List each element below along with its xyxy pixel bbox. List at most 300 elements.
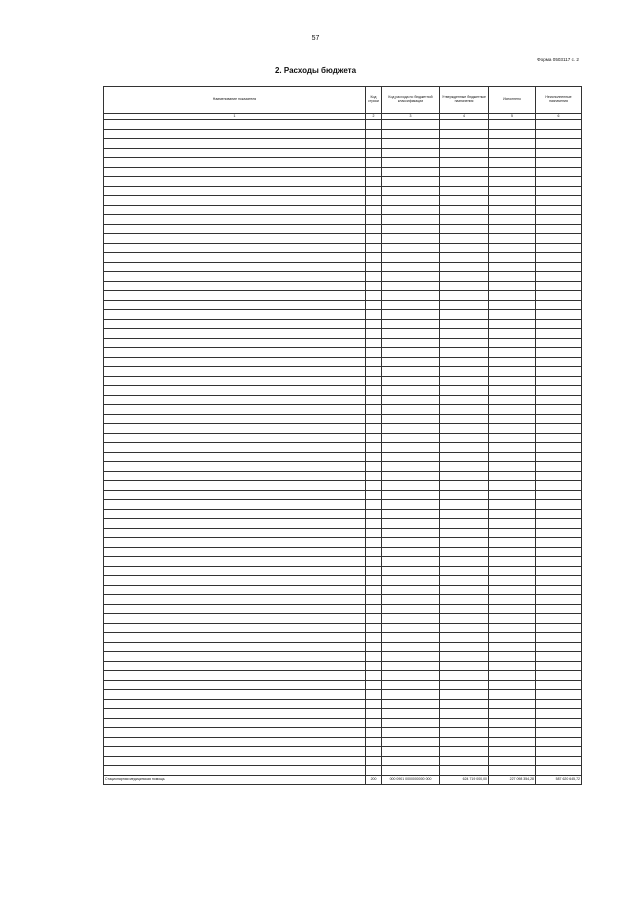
row-approved	[440, 528, 489, 538]
row-classification-code	[382, 319, 440, 329]
table-row	[104, 348, 582, 358]
row-approved	[440, 728, 489, 738]
row-approved	[440, 538, 489, 548]
row-name: Стационарная медицинская помощь	[104, 775, 366, 785]
row-approved	[440, 329, 489, 339]
row-executed	[489, 728, 536, 738]
row-line-code	[366, 566, 382, 576]
row-classification-code	[382, 329, 440, 339]
table-row	[104, 756, 582, 766]
row-line-code	[366, 595, 382, 605]
row-executed	[489, 262, 536, 272]
row-line-code	[366, 481, 382, 491]
row-executed	[489, 310, 536, 320]
row-executed	[489, 623, 536, 633]
row-name	[104, 709, 366, 719]
row-line-code	[366, 671, 382, 681]
row-line-code	[366, 642, 382, 652]
row-executed	[489, 462, 536, 472]
row-unexecuted	[536, 310, 582, 320]
row-classification-code: 000 0901 0000000000 000	[382, 775, 440, 785]
row-unexecuted: 587 620 645,72	[536, 775, 582, 785]
row-executed	[489, 243, 536, 253]
row-approved	[440, 367, 489, 377]
table-row	[104, 595, 582, 605]
table-row	[104, 272, 582, 282]
row-name	[104, 557, 366, 567]
row-approved	[440, 120, 489, 130]
table-row	[104, 167, 582, 177]
row-classification-code	[382, 538, 440, 548]
row-classification-code	[382, 633, 440, 643]
row-classification-code	[382, 433, 440, 443]
row-unexecuted	[536, 766, 582, 776]
row-unexecuted	[536, 243, 582, 253]
row-executed	[489, 177, 536, 187]
row-line-code	[366, 766, 382, 776]
row-unexecuted	[536, 576, 582, 586]
row-executed	[489, 281, 536, 291]
row-unexecuted	[536, 519, 582, 529]
row-executed	[489, 661, 536, 671]
row-executed: 227 098 354,28	[489, 775, 536, 785]
row-executed	[489, 338, 536, 348]
row-classification-code	[382, 519, 440, 529]
row-executed	[489, 500, 536, 510]
row-classification-code	[382, 709, 440, 719]
row-executed	[489, 405, 536, 415]
row-executed	[489, 642, 536, 652]
row-classification-code	[382, 671, 440, 681]
row-approved	[440, 376, 489, 386]
row-unexecuted	[536, 338, 582, 348]
row-classification-code	[382, 747, 440, 757]
column-number: 3	[382, 114, 440, 120]
row-name	[104, 566, 366, 576]
row-approved	[440, 452, 489, 462]
row-unexecuted	[536, 756, 582, 766]
header-row	[104, 87, 582, 114]
row-unexecuted	[536, 253, 582, 263]
row-name	[104, 310, 366, 320]
row-line-code	[366, 709, 382, 719]
row-approved	[440, 300, 489, 310]
row-unexecuted	[536, 481, 582, 491]
row-name	[104, 357, 366, 367]
row-executed	[489, 319, 536, 329]
row-approved	[440, 386, 489, 396]
row-classification-code	[382, 652, 440, 662]
row-unexecuted	[536, 547, 582, 557]
row-line-code	[366, 262, 382, 272]
row-line-code	[366, 414, 382, 424]
row-executed	[489, 604, 536, 614]
row-classification-code	[382, 367, 440, 377]
row-executed	[489, 490, 536, 500]
row-name	[104, 224, 366, 234]
row-name	[104, 120, 366, 130]
row-approved	[440, 395, 489, 405]
row-line-code	[366, 728, 382, 738]
row-line-code	[366, 680, 382, 690]
row-executed	[489, 671, 536, 681]
row-classification-code	[382, 500, 440, 510]
row-line-code: 200	[366, 775, 382, 785]
row-classification-code	[382, 414, 440, 424]
row-executed	[489, 329, 536, 339]
table-row	[104, 633, 582, 643]
row-executed	[489, 699, 536, 709]
row-name	[104, 158, 366, 168]
row-unexecuted	[536, 433, 582, 443]
row-classification-code	[382, 348, 440, 358]
row-classification-code	[382, 566, 440, 576]
row-approved	[440, 557, 489, 567]
table-row	[104, 547, 582, 557]
row-unexecuted	[536, 604, 582, 614]
row-classification-code	[382, 148, 440, 158]
row-unexecuted	[536, 196, 582, 206]
row-executed	[489, 652, 536, 662]
row-line-code	[366, 500, 382, 510]
form-code: Форма 0503117 с. 2	[537, 57, 579, 62]
row-classification-code	[382, 139, 440, 149]
row-approved	[440, 576, 489, 586]
row-executed	[489, 367, 536, 377]
row-executed	[489, 395, 536, 405]
row-unexecuted	[536, 633, 582, 643]
row-name	[104, 633, 366, 643]
row-classification-code	[382, 120, 440, 130]
row-name	[104, 614, 366, 624]
row-classification-code	[382, 224, 440, 234]
row-unexecuted	[536, 215, 582, 225]
row-line-code	[366, 367, 382, 377]
row-executed	[489, 272, 536, 282]
row-name	[104, 424, 366, 434]
row-unexecuted	[536, 661, 582, 671]
header-line-code: Код строки	[366, 87, 382, 114]
row-name	[104, 215, 366, 225]
row-name	[104, 471, 366, 481]
row-name	[104, 139, 366, 149]
row-approved	[440, 281, 489, 291]
row-approved	[440, 680, 489, 690]
row-approved	[440, 148, 489, 158]
table-row	[104, 661, 582, 671]
table-row	[104, 367, 582, 377]
row-approved	[440, 462, 489, 472]
row-name	[104, 367, 366, 377]
row-executed	[489, 215, 536, 225]
row-unexecuted	[536, 623, 582, 633]
row-unexecuted	[536, 395, 582, 405]
row-name	[104, 405, 366, 415]
row-approved	[440, 509, 489, 519]
row-name	[104, 509, 366, 519]
row-line-code	[366, 699, 382, 709]
row-unexecuted	[536, 272, 582, 282]
row-classification-code	[382, 766, 440, 776]
row-executed	[489, 386, 536, 396]
row-line-code	[366, 405, 382, 415]
table-row	[104, 120, 582, 130]
row-classification-code	[382, 291, 440, 301]
row-executed	[489, 538, 536, 548]
row-line-code	[366, 604, 382, 614]
row-unexecuted	[536, 585, 582, 595]
row-line-code	[366, 129, 382, 139]
table-row	[104, 357, 582, 367]
row-classification-code	[382, 452, 440, 462]
header-executed: Исполнено	[489, 87, 536, 114]
row-classification-code	[382, 623, 440, 633]
row-approved	[440, 699, 489, 709]
row-approved	[440, 224, 489, 234]
table-row	[104, 652, 582, 662]
table-row	[104, 490, 582, 500]
table-row	[104, 500, 582, 510]
row-name	[104, 281, 366, 291]
row-executed	[489, 481, 536, 491]
row-unexecuted	[536, 709, 582, 719]
row-approved	[440, 405, 489, 415]
row-unexecuted	[536, 186, 582, 196]
row-name	[104, 177, 366, 187]
row-line-code	[366, 196, 382, 206]
row-classification-code	[382, 557, 440, 567]
row-line-code	[366, 652, 382, 662]
row-classification-code	[382, 756, 440, 766]
row-unexecuted	[536, 167, 582, 177]
row-unexecuted	[536, 614, 582, 624]
row-executed	[489, 234, 536, 244]
row-line-code	[366, 509, 382, 519]
row-name	[104, 329, 366, 339]
column-number: 4	[440, 114, 489, 120]
row-name	[104, 433, 366, 443]
row-approved	[440, 215, 489, 225]
row-unexecuted	[536, 680, 582, 690]
row-name	[104, 376, 366, 386]
row-unexecuted	[536, 291, 582, 301]
row-unexecuted	[536, 737, 582, 747]
row-line-code	[366, 519, 382, 529]
row-approved	[440, 747, 489, 757]
row-unexecuted	[536, 462, 582, 472]
row-unexecuted	[536, 262, 582, 272]
row-line-code	[366, 633, 382, 643]
row-name	[104, 148, 366, 158]
row-name	[104, 766, 366, 776]
row-line-code	[366, 585, 382, 595]
row-approved	[440, 652, 489, 662]
table-row	[104, 614, 582, 624]
row-executed	[489, 120, 536, 130]
row-unexecuted	[536, 376, 582, 386]
row-line-code	[366, 424, 382, 434]
row-executed	[489, 376, 536, 386]
row-name	[104, 462, 366, 472]
row-unexecuted	[536, 281, 582, 291]
row-executed	[489, 471, 536, 481]
row-name	[104, 205, 366, 215]
row-classification-code	[382, 272, 440, 282]
row-line-code	[366, 462, 382, 472]
row-name	[104, 718, 366, 728]
row-classification-code	[382, 243, 440, 253]
row-classification-code	[382, 718, 440, 728]
row-executed	[489, 158, 536, 168]
row-executed	[489, 756, 536, 766]
row-classification-code	[382, 129, 440, 139]
table-row	[104, 186, 582, 196]
row-name	[104, 291, 366, 301]
row-unexecuted	[536, 443, 582, 453]
row-unexecuted	[536, 728, 582, 738]
row-approved	[440, 633, 489, 643]
table-row	[104, 766, 582, 776]
row-name	[104, 196, 366, 206]
row-unexecuted	[536, 538, 582, 548]
table-row	[104, 566, 582, 576]
row-executed	[489, 443, 536, 453]
header-indicator-name: Наименование показателя	[104, 87, 366, 114]
row-unexecuted	[536, 357, 582, 367]
row-executed	[489, 690, 536, 700]
row-unexecuted	[536, 386, 582, 396]
row-name	[104, 585, 366, 595]
row-approved	[440, 310, 489, 320]
row-name	[104, 253, 366, 263]
row-classification-code	[382, 158, 440, 168]
row-line-code	[366, 329, 382, 339]
row-executed	[489, 766, 536, 776]
row-approved	[440, 709, 489, 719]
table-row	[104, 253, 582, 263]
row-executed	[489, 509, 536, 519]
row-classification-code	[382, 177, 440, 187]
row-unexecuted	[536, 557, 582, 567]
row-unexecuted	[536, 148, 582, 158]
column-number: 2	[366, 114, 382, 120]
row-line-code	[366, 300, 382, 310]
row-executed	[489, 614, 536, 624]
row-classification-code	[382, 462, 440, 472]
row-classification-code	[382, 186, 440, 196]
table-row	[104, 699, 582, 709]
table-row	[104, 281, 582, 291]
row-line-code	[366, 376, 382, 386]
row-name	[104, 538, 366, 548]
row-name	[104, 671, 366, 681]
table-row	[104, 519, 582, 529]
row-classification-code	[382, 357, 440, 367]
row-approved	[440, 253, 489, 263]
table-row	[104, 262, 582, 272]
row-approved	[440, 272, 489, 282]
row-unexecuted	[536, 177, 582, 187]
row-executed	[489, 139, 536, 149]
table-row	[104, 196, 582, 206]
row-approved	[440, 604, 489, 614]
row-executed	[489, 633, 536, 643]
table-row	[104, 234, 582, 244]
table-row	[104, 709, 582, 719]
row-unexecuted	[536, 158, 582, 168]
row-approved	[440, 139, 489, 149]
row-line-code	[366, 528, 382, 538]
row-executed	[489, 595, 536, 605]
row-classification-code	[382, 728, 440, 738]
row-unexecuted	[536, 490, 582, 500]
row-name	[104, 272, 366, 282]
row-line-code	[366, 756, 382, 766]
table-row	[104, 680, 582, 690]
row-unexecuted	[536, 471, 582, 481]
row-approved	[440, 129, 489, 139]
table-row	[104, 205, 582, 215]
row-name	[104, 262, 366, 272]
row-approved	[440, 471, 489, 481]
row-approved	[440, 262, 489, 272]
table-row	[104, 737, 582, 747]
table-row	[104, 319, 582, 329]
row-executed	[489, 747, 536, 757]
row-line-code	[366, 395, 382, 405]
table-row	[104, 462, 582, 472]
row-unexecuted	[536, 509, 582, 519]
row-approved	[440, 424, 489, 434]
table-row	[104, 509, 582, 519]
row-approved	[440, 585, 489, 595]
row-executed	[489, 737, 536, 747]
column-number: 5	[489, 114, 536, 120]
row-executed	[489, 414, 536, 424]
row-line-code	[366, 139, 382, 149]
row-executed	[489, 424, 536, 434]
row-line-code	[366, 310, 382, 320]
row-approved	[440, 756, 489, 766]
row-unexecuted	[536, 224, 582, 234]
row-unexecuted	[536, 642, 582, 652]
row-name	[104, 186, 366, 196]
row-classification-code	[382, 490, 440, 500]
column-number: 1	[104, 114, 366, 120]
row-approved	[440, 519, 489, 529]
row-line-code	[366, 490, 382, 500]
row-unexecuted	[536, 300, 582, 310]
row-name	[104, 756, 366, 766]
row-line-code	[366, 661, 382, 671]
table-row	[104, 139, 582, 149]
row-classification-code	[382, 661, 440, 671]
row-executed	[489, 557, 536, 567]
row-line-code	[366, 291, 382, 301]
row-approved	[440, 186, 489, 196]
row-line-code	[366, 443, 382, 453]
row-classification-code	[382, 585, 440, 595]
row-approved	[440, 690, 489, 700]
row-name	[104, 338, 366, 348]
row-approved	[440, 338, 489, 348]
table-row	[104, 443, 582, 453]
table-row	[104, 623, 582, 633]
row-executed	[489, 519, 536, 529]
row-classification-code	[382, 614, 440, 624]
row-classification-code	[382, 576, 440, 586]
row-approved	[440, 243, 489, 253]
